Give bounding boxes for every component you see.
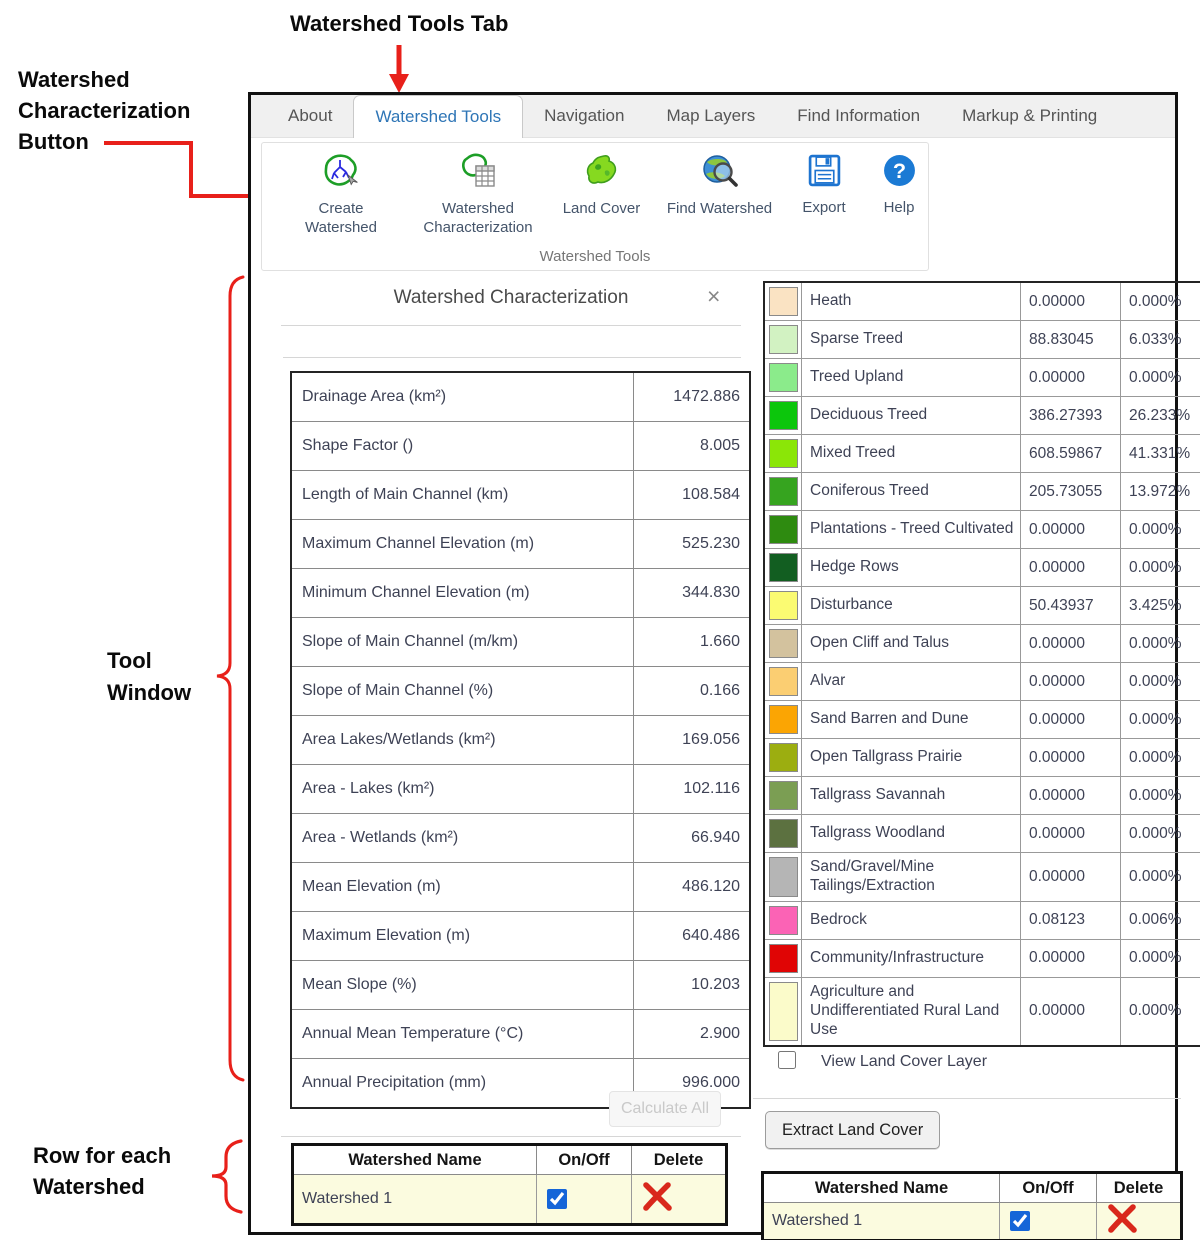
tab-markup-printing[interactable]: Markup & Printing	[962, 106, 1098, 125]
land-cover-swatch-cell	[764, 663, 802, 701]
watershed-characterization-button[interactable]	[412, 153, 544, 237]
watershed-onoff-checkbox[interactable]	[547, 1189, 567, 1209]
property-label: Area - Lakes (km²)	[291, 765, 634, 814]
divider	[283, 357, 741, 358]
land-cover-class-name: Plantations - Treed Cultivated	[802, 511, 1021, 549]
property-label: Area Lakes/Wetlands (km²)	[291, 716, 634, 765]
land-cover-swatch-cell	[764, 511, 802, 549]
property-value: 486.120	[634, 863, 751, 912]
watershed-row	[763, 1203, 1182, 1240]
land-cover-area-value: 0.00000	[1021, 625, 1121, 663]
land-cover-swatch-cell	[764, 473, 802, 511]
watershed-table-header	[293, 1145, 727, 1175]
land-cover-percent-value: 41.331%	[1121, 435, 1200, 473]
land-cover-row	[764, 939, 1200, 977]
delete-header: Delete	[1097, 1173, 1182, 1203]
property-label: Area - Wetlands (km²)	[291, 814, 634, 863]
land-cover-swatch-cell	[764, 625, 802, 663]
export-label: Export	[802, 199, 846, 216]
land-cover-percent-value: 6.033%	[1121, 321, 1200, 359]
land-cover-swatch-cell	[764, 397, 802, 435]
land-cover-color-swatch	[769, 477, 798, 506]
land-cover-color-swatch	[769, 944, 798, 973]
property-row	[291, 471, 750, 520]
land-cover-percent-value: 0.006%	[1121, 901, 1200, 939]
tool-window-callout-line1: Tool	[107, 648, 152, 673]
land-cover-class-name: Alvar	[802, 663, 1021, 701]
land-cover-area-value: 0.00000	[1021, 359, 1121, 397]
property-value: 8.005	[634, 422, 751, 471]
land-cover-row	[764, 853, 1200, 902]
land-cover-icon	[584, 153, 620, 194]
watershed-delete-cell	[1097, 1203, 1182, 1240]
land-cover-class-name: Treed Upland	[802, 359, 1021, 397]
land-cover-row	[764, 777, 1200, 815]
land-cover-area-value: 0.00000	[1021, 939, 1121, 977]
onoff-header: On/Off	[1000, 1173, 1097, 1203]
property-value: 996.000	[634, 1059, 751, 1109]
land-cover-table-body	[764, 282, 1200, 1046]
land-cover-row	[764, 397, 1200, 435]
property-row	[291, 912, 750, 961]
watershed-list-table	[761, 1171, 1183, 1240]
property-value: 1472.886	[634, 372, 751, 422]
land-cover-color-swatch	[769, 363, 798, 392]
land-cover-color-swatch	[769, 401, 798, 430]
watershed-list-table	[291, 1143, 728, 1226]
property-label: Minimum Channel Elevation (m)	[291, 569, 634, 618]
tab-about[interactable]: About	[288, 106, 333, 125]
tab-callout-label: Watershed Tools Tab	[290, 11, 509, 36]
land-cover-row	[764, 511, 1200, 549]
divider	[281, 1136, 741, 1137]
land-cover-percent-value: 0.000%	[1121, 663, 1200, 701]
tab-watershed-tools[interactable]: Watershed Tools	[353, 95, 523, 138]
land-cover-area-value: 0.00000	[1021, 977, 1121, 1045]
property-value: 10.203	[634, 961, 751, 1010]
land-cover-area-value: 0.08123	[1021, 901, 1121, 939]
watershed-table-body	[293, 1175, 727, 1225]
watershed-name: Watershed 1	[293, 1175, 537, 1225]
land-cover-color-swatch	[769, 743, 798, 772]
land-cover-color-swatch	[769, 857, 798, 897]
land-cover-color-swatch	[769, 705, 798, 734]
land-cover-row	[764, 701, 1200, 739]
property-label: Shape Factor ()	[291, 422, 634, 471]
land-cover-percent-value: 26.233%	[1121, 397, 1200, 435]
find-watershed-icon	[700, 153, 740, 194]
land-cover-swatch-cell	[764, 435, 802, 473]
watershed-name: Watershed 1	[763, 1203, 1000, 1240]
land-cover-class-name: Sand/Gravel/Mine Tailings/Extraction	[802, 853, 1021, 902]
land-cover-class-name: Tallgrass Savannah	[802, 777, 1021, 815]
land-cover-color-swatch	[769, 591, 798, 620]
land-cover-color-swatch	[769, 629, 798, 658]
land-cover-swatch-cell	[764, 939, 802, 977]
delete-header: Delete	[632, 1145, 727, 1175]
land-cover-percent-value: 0.000%	[1121, 815, 1200, 853]
property-row	[291, 372, 750, 422]
property-value: 66.940	[634, 814, 751, 863]
land-cover-area-value: 0.00000	[1021, 739, 1121, 777]
property-label: Annual Precipitation (mm)	[291, 1059, 634, 1109]
tool-window-callout-label	[107, 645, 191, 709]
land-cover-swatch-cell	[764, 359, 802, 397]
create-watershed-button[interactable]	[300, 153, 382, 237]
land-cover-area-value: 608.59867	[1021, 435, 1121, 473]
land-cover-area-value: 0.00000	[1021, 853, 1121, 902]
land-cover-color-swatch	[769, 667, 798, 696]
land-cover-percent-value: 3.425%	[1121, 587, 1200, 625]
help-icon	[882, 153, 917, 193]
land-cover-class-name: Heath	[802, 282, 1021, 321]
land-cover-button[interactable]	[554, 153, 649, 218]
land-cover-color-swatch	[769, 819, 798, 848]
land-cover-swatch-cell	[764, 777, 802, 815]
property-value: 344.830	[634, 569, 751, 618]
land-cover-row	[764, 473, 1200, 511]
land-cover-color-swatch	[769, 515, 798, 544]
land-cover-swatch-cell	[764, 853, 802, 902]
tab-find-information[interactable]: Find Information	[797, 106, 921, 125]
property-row	[291, 1010, 750, 1059]
property-label: Maximum Channel Elevation (m)	[291, 520, 634, 569]
find-watershed-label: Find Watershed	[666, 200, 773, 217]
land-cover-color-swatch	[769, 287, 798, 316]
onoff-header: On/Off	[537, 1145, 632, 1175]
watershed-name-header: Watershed Name	[763, 1173, 1000, 1203]
land-cover-swatch-cell	[764, 739, 802, 777]
land-cover-swatch-cell	[764, 901, 802, 939]
property-value: 102.116	[634, 765, 751, 814]
watershed-characterization-label: Watershed Characterization	[423, 200, 533, 237]
land-cover-class-name: Deciduous Treed	[802, 397, 1021, 435]
property-label: Slope of Main Channel (m/km)	[291, 618, 634, 667]
view-land-cover-layer-label: View Land Cover Layer	[821, 1053, 988, 1070]
land-cover-percent-value: 0.000%	[1121, 625, 1200, 663]
export-button[interactable]	[794, 153, 854, 217]
tool-window-callout-line2: Window	[107, 680, 192, 705]
land-cover-class-name: Community/Infrastructure	[802, 939, 1021, 977]
land-cover-percent-value: 0.000%	[1121, 977, 1200, 1045]
land-cover-class-name: Sand Barren and Dune	[802, 701, 1021, 739]
property-value: 108.584	[634, 471, 751, 520]
land-cover-row	[764, 739, 1200, 777]
tool-window-brace	[217, 277, 243, 1080]
land-cover-area-value: 0.00000	[1021, 511, 1121, 549]
land-cover-class-name: Sparse Treed	[802, 321, 1021, 359]
property-value: 0.166	[634, 667, 751, 716]
land-cover-swatch-cell	[764, 815, 802, 853]
calculate-all-button[interactable]: Calculate All	[609, 1091, 721, 1127]
property-row	[291, 961, 750, 1010]
land-cover-class-name: Tallgrass Woodland	[802, 815, 1021, 853]
tool-window-title: Watershed Characterization	[393, 287, 629, 308]
land-cover-color-swatch	[769, 982, 798, 1041]
land-cover-row	[764, 282, 1200, 321]
watershed-tools-ribbon	[261, 142, 929, 271]
land-cover-class-name: Hedge Rows	[802, 549, 1021, 587]
property-value: 525.230	[634, 520, 751, 569]
land-cover-area-value: 0.00000	[1021, 815, 1121, 853]
watershed-delete-cell	[632, 1175, 727, 1225]
land-cover-area-value: 205.73055	[1021, 473, 1121, 511]
land-cover-area-value: 88.83045	[1021, 321, 1121, 359]
land-cover-area-value: 50.43937	[1021, 587, 1121, 625]
land-cover-class-name: Open Tallgrass Prairie	[802, 739, 1021, 777]
land-cover-class-name: Open Cliff and Talus	[802, 625, 1021, 663]
land-cover-row	[764, 663, 1200, 701]
property-value: 640.486	[634, 912, 751, 961]
property-value: 169.056	[634, 716, 751, 765]
find-watershed-button[interactable]	[657, 153, 782, 218]
watershed-row	[293, 1175, 727, 1225]
svg-text:?: ?	[892, 158, 906, 184]
property-label: Length of Main Channel (km)	[291, 471, 634, 520]
land-cover-row	[764, 549, 1200, 587]
close-icon[interactable]: ×	[707, 283, 721, 309]
land-cover-color-swatch	[769, 781, 798, 810]
button-callout-line3: Button	[18, 129, 89, 154]
app-window	[248, 92, 1191, 1235]
land-cover-percent-value: 0.000%	[1121, 777, 1200, 815]
land-cover-percent-value: 0.000%	[1121, 853, 1200, 902]
watershed-onoff-checkbox[interactable]	[1010, 1211, 1030, 1231]
land-cover-area-value: 386.27393	[1021, 397, 1121, 435]
land-cover-color-swatch	[769, 906, 798, 935]
ribbon-group-label: Watershed Tools	[539, 248, 651, 265]
extract-land-cover-button[interactable]: Extract Land Cover	[765, 1111, 940, 1149]
property-label: Mean Elevation (m)	[291, 863, 634, 912]
row-callout-label	[33, 1140, 171, 1202]
button-callout-line2: Characterization	[18, 98, 191, 123]
property-row	[291, 618, 750, 667]
property-label: Drainage Area (km²)	[291, 372, 634, 422]
property-value: 1.660	[634, 618, 751, 667]
land-cover-percent-value: 0.000%	[1121, 939, 1200, 977]
property-row	[291, 569, 750, 618]
land-cover-swatch-cell	[764, 701, 802, 739]
characterization-table	[290, 371, 751, 1109]
property-label: Slope of Main Channel (%)	[291, 667, 634, 716]
view-land-cover-layer-checkbox[interactable]	[778, 1051, 796, 1069]
land-cover-percent-value: 0.000%	[1121, 701, 1200, 739]
land-cover-row	[764, 587, 1200, 625]
land-cover-row	[764, 901, 1200, 939]
watershed-row-brace	[212, 1141, 241, 1212]
land-cover-table	[763, 281, 1200, 1047]
land-cover-class-name: Disturbance	[802, 587, 1021, 625]
land-cover-class-name: Agriculture and Undifferentiated Rural Land Use	[802, 977, 1021, 1045]
row-callout-line1: Row for each	[33, 1143, 172, 1168]
land-cover-row	[764, 321, 1200, 359]
delete-icon[interactable]	[1107, 1204, 1138, 1233]
tab-navigation[interactable]: Navigation	[544, 106, 625, 125]
land-cover-swatch-cell	[764, 282, 802, 321]
property-label: Annual Mean Temperature (°C)	[291, 1010, 634, 1059]
land-cover-color-swatch	[769, 553, 798, 582]
property-row	[291, 863, 750, 912]
land-cover-row	[764, 977, 1200, 1045]
land-cover-percent-value: 13.972%	[1121, 473, 1200, 511]
land-cover-area-value: 0.00000	[1021, 701, 1121, 739]
land-cover-class-name: Coniferous Treed	[802, 473, 1021, 511]
watershed-name-header: Watershed Name	[293, 1145, 537, 1175]
land-cover-percent-value: 0.000%	[1121, 282, 1200, 321]
land-cover-area-value: 0.00000	[1021, 777, 1121, 815]
land-cover-swatch-cell	[764, 549, 802, 587]
land-cover-class-name: Mixed Treed	[802, 435, 1021, 473]
land-cover-row	[764, 815, 1200, 853]
create-watershed-label: Create Watershed	[305, 200, 377, 237]
property-row	[291, 422, 750, 471]
property-table-body	[291, 372, 750, 1108]
property-value: 2.900	[634, 1010, 751, 1059]
row-callout-line2: Watershed	[33, 1174, 145, 1199]
land-cover-area-value: 0.00000	[1021, 549, 1121, 587]
help-label: Help	[883, 199, 915, 216]
tab-bar	[251, 95, 1175, 138]
property-label: Mean Slope (%)	[291, 961, 634, 1010]
export-icon	[807, 153, 842, 193]
watershed-table-body	[763, 1203, 1182, 1240]
land-cover-percent-value: 0.000%	[1121, 359, 1200, 397]
property-row	[291, 765, 750, 814]
tab-map-layers[interactable]: Map Layers	[666, 106, 756, 125]
land-cover-color-swatch	[769, 439, 798, 468]
land-cover-row	[764, 435, 1200, 473]
land-cover-area-value: 0.00000	[1021, 663, 1121, 701]
watershed-table-header	[763, 1173, 1182, 1203]
land-cover-percent-value: 0.000%	[1121, 739, 1200, 777]
watershed-onoff-cell	[537, 1175, 632, 1225]
button-callout-line1: Watershed	[18, 67, 130, 92]
divider	[281, 325, 741, 326]
land-cover-percent-value: 0.000%	[1121, 549, 1200, 587]
land-cover-swatch-cell	[764, 587, 802, 625]
land-cover-row	[764, 625, 1200, 663]
divider	[753, 1098, 1181, 1099]
delete-icon[interactable]	[642, 1182, 673, 1211]
toolbar-items	[262, 143, 928, 237]
land-cover-percent-value: 0.000%	[1121, 511, 1200, 549]
land-cover-class-name: Bedrock	[802, 901, 1021, 939]
button-callout-label	[18, 64, 190, 157]
land-cover-row	[764, 359, 1200, 397]
property-row	[291, 520, 750, 569]
property-label: Maximum Elevation (m)	[291, 912, 634, 961]
land-cover-swatch-cell	[764, 977, 802, 1045]
property-row	[291, 716, 750, 765]
land-cover-color-swatch	[769, 325, 798, 354]
watershed-onoff-cell	[1000, 1203, 1097, 1240]
tab-callout-arrow	[389, 45, 409, 93]
watershed-characterization-icon	[458, 153, 498, 194]
land-cover-swatch-cell	[764, 321, 802, 359]
land-cover-label: Land Cover	[562, 200, 641, 217]
property-row	[291, 814, 750, 863]
help-button[interactable]	[876, 153, 922, 217]
land-cover-area-value: 0.00000	[1021, 282, 1121, 321]
create-watershed-icon	[321, 153, 361, 194]
property-row	[291, 667, 750, 716]
